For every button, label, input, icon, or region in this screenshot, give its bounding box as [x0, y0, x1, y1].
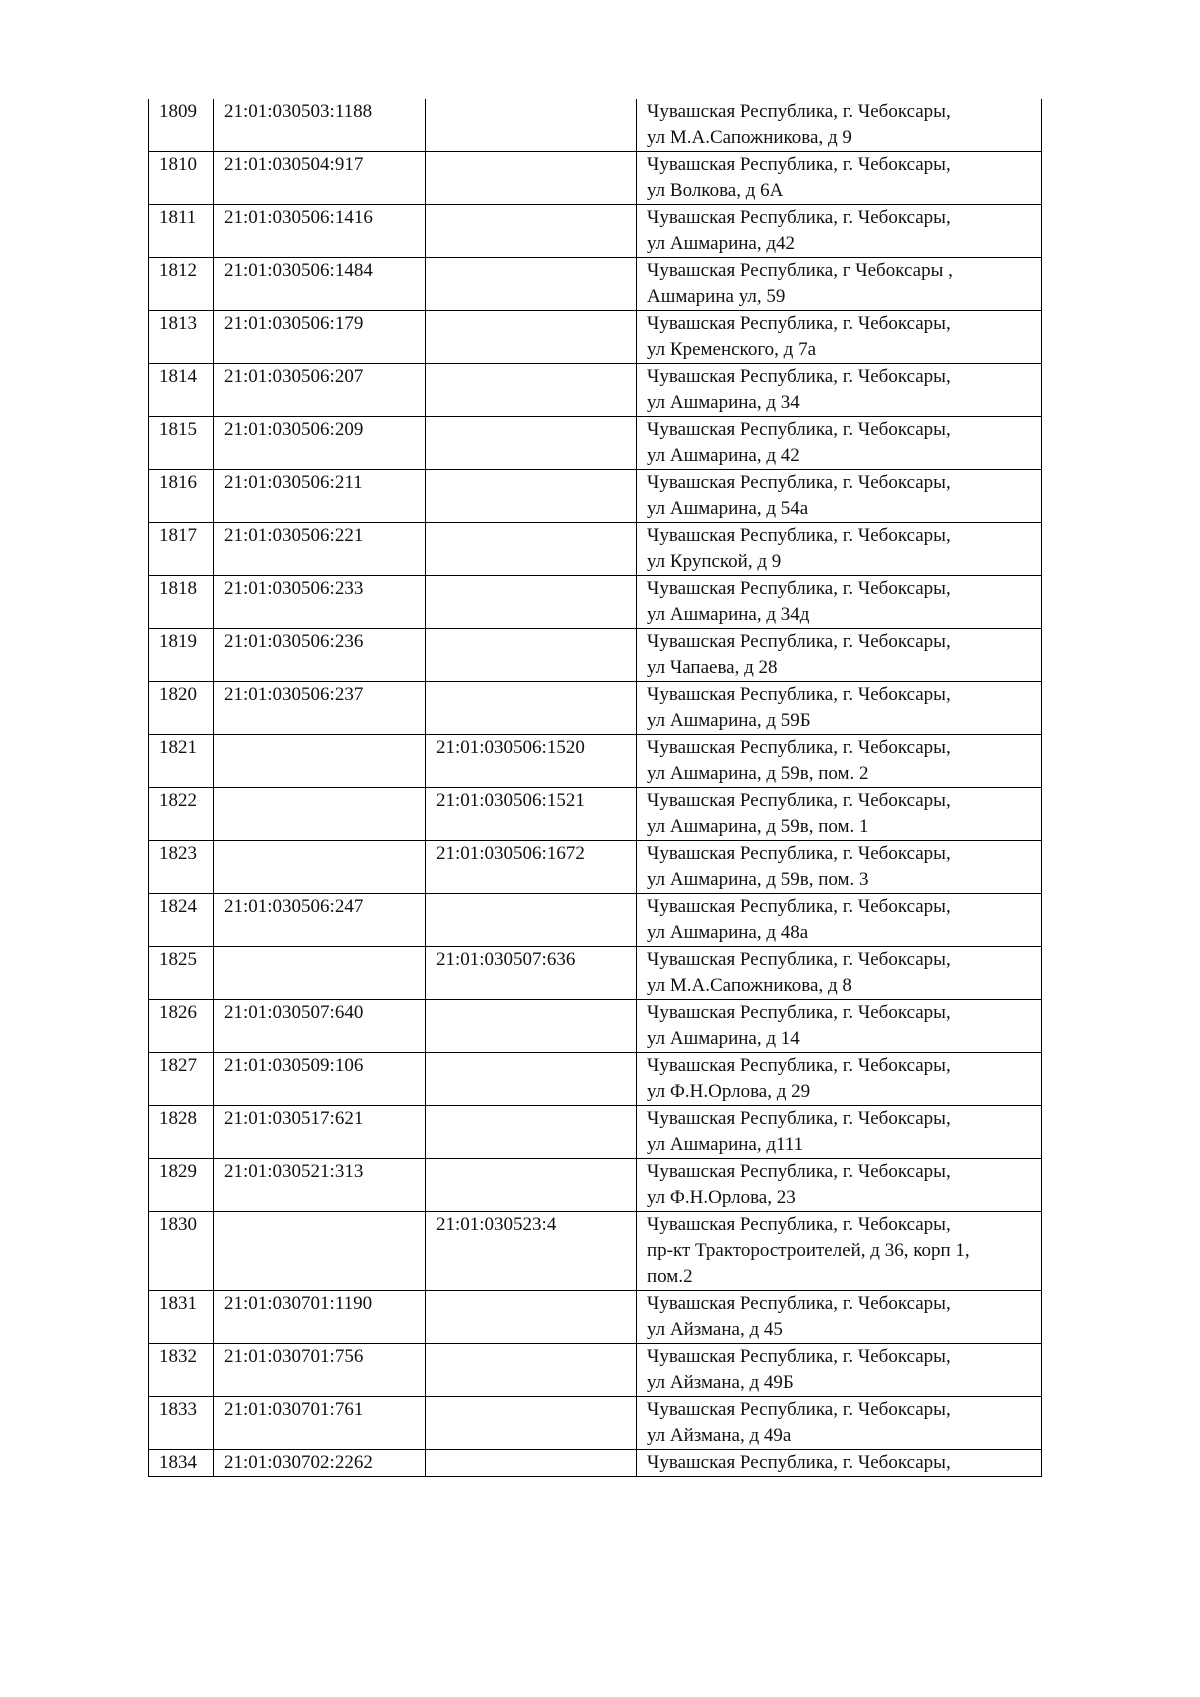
address-cell	[637, 311, 1042, 364]
premises-cadastral-cell	[426, 894, 637, 947]
row-number-cell: 1832	[149, 1344, 214, 1397]
cadastral-number-cell: 21:01:030506:1416	[214, 205, 426, 258]
table-row	[149, 788, 1042, 841]
table-row	[149, 576, 1042, 629]
address-cell	[637, 152, 1042, 205]
table-row	[149, 682, 1042, 735]
address-line: ул Ашмарина, д 34	[647, 392, 800, 413]
table-row	[149, 1159, 1042, 1212]
premises-cadastral-cell	[426, 258, 637, 311]
address-line: ул Ашмарина, д 14	[647, 1028, 800, 1049]
address-cell	[637, 894, 1042, 947]
row-number-cell: 1809	[149, 99, 214, 152]
address-cell	[637, 735, 1042, 788]
address-line: Чувашская Республика, г. Чебоксары,	[647, 737, 951, 758]
premises-cadastral-cell	[426, 1159, 637, 1212]
address-line: Чувашская Республика, г. Чебоксары,	[647, 684, 951, 705]
cadastral-number-cell: 21:01:030506:207	[214, 364, 426, 417]
address-line: ул Айзмана, д 49а	[647, 1425, 792, 1446]
premises-cadastral-cell	[426, 523, 637, 576]
table-row	[149, 1106, 1042, 1159]
cadastral-number-cell: 21:01:030506:233	[214, 576, 426, 629]
premises-cadastral-cell	[426, 1291, 637, 1344]
address-line: Чувашская Республика, г. Чебоксары,	[647, 1399, 951, 1420]
premises-cadastral-cell: 21:01:030523:4	[426, 1212, 637, 1291]
premises-cadastral-cell	[426, 1000, 637, 1053]
address-cell	[637, 205, 1042, 258]
premises-cadastral-cell	[426, 99, 637, 152]
table-row	[149, 1212, 1042, 1291]
premises-cadastral-cell	[426, 417, 637, 470]
cadastral-number-cell	[214, 841, 426, 894]
premises-cadastral-cell	[426, 152, 637, 205]
address-line: Чувашская Республика, г. Чебоксары,	[647, 313, 951, 334]
address-line: Чувашская Республика, г. Чебоксары,	[647, 101, 951, 122]
row-number-cell: 1825	[149, 947, 214, 1000]
address-cell	[637, 1291, 1042, 1344]
address-line: ул Ашмарина, д42	[647, 233, 796, 254]
premises-cadastral-cell	[426, 1344, 637, 1397]
address-line: Чувашская Республика, г. Чебоксары,	[647, 419, 951, 440]
row-number-cell: 1827	[149, 1053, 214, 1106]
address-line: Чувашская Республика, г Чебоксары ,	[647, 260, 953, 281]
row-number-cell: 1833	[149, 1397, 214, 1450]
address-cell	[637, 417, 1042, 470]
address-line: Чувашская Республика, г. Чебоксары,	[647, 790, 951, 811]
address-line: Чувашская Республика, г. Чебоксары,	[647, 949, 951, 970]
address-cell	[637, 1106, 1042, 1159]
table-body	[149, 99, 1042, 1477]
table-row	[149, 364, 1042, 417]
address-line: ул Айзмана, д 45	[647, 1319, 783, 1340]
cadastral-number-cell: 21:01:030517:621	[214, 1106, 426, 1159]
cadastral-number-cell: 21:01:030521:313	[214, 1159, 426, 1212]
address-cell	[637, 629, 1042, 682]
address-line: ул Чапаева, д 28	[647, 657, 778, 678]
row-number-cell: 1819	[149, 629, 214, 682]
address-line: Чувашская Республика, г. Чебоксары,	[647, 1161, 951, 1182]
address-line: Чувашская Республика, г. Чебоксары,	[647, 1452, 951, 1473]
cadastral-number-cell: 21:01:030506:221	[214, 523, 426, 576]
row-number-cell: 1812	[149, 258, 214, 311]
table-row	[149, 470, 1042, 523]
table-row	[149, 258, 1042, 311]
row-number-cell: 1816	[149, 470, 214, 523]
address-cell	[637, 1053, 1042, 1106]
cadastral-number-cell: 21:01:030506:237	[214, 682, 426, 735]
row-number-cell: 1822	[149, 788, 214, 841]
table-row	[149, 311, 1042, 364]
address-cell	[637, 523, 1042, 576]
row-number-cell: 1834	[149, 1450, 214, 1477]
cadastral-number-cell: 21:01:030504:917	[214, 152, 426, 205]
row-number-cell: 1814	[149, 364, 214, 417]
address-line: ул Ашмарина, д 42	[647, 445, 800, 466]
premises-cadastral-cell	[426, 1397, 637, 1450]
cadastral-number-cell: 21:01:030702:2262	[214, 1450, 426, 1477]
table-row	[149, 1397, 1042, 1450]
address-line: ул Айзмана, д 49Б	[647, 1372, 794, 1393]
table-row	[149, 1344, 1042, 1397]
table-row	[149, 99, 1042, 152]
row-number-cell: 1820	[149, 682, 214, 735]
address-line: Чувашская Республика, г. Чебоксары,	[647, 1108, 951, 1129]
premises-cadastral-cell	[426, 311, 637, 364]
row-number-cell: 1823	[149, 841, 214, 894]
address-line: Чувашская Республика, г. Чебоксары,	[647, 1293, 951, 1314]
premises-cadastral-cell: 21:01:030507:636	[426, 947, 637, 1000]
table-row	[149, 947, 1042, 1000]
table-row	[149, 894, 1042, 947]
premises-cadastral-cell	[426, 682, 637, 735]
row-number-cell: 1811	[149, 205, 214, 258]
address-cell	[637, 841, 1042, 894]
row-number-cell: 1831	[149, 1291, 214, 1344]
premises-cadastral-cell: 21:01:030506:1521	[426, 788, 637, 841]
cadastral-number-cell: 21:01:030506:179	[214, 311, 426, 364]
address-line: Чувашская Республика, г. Чебоксары,	[647, 631, 951, 652]
cadastral-number-cell: 21:01:030506:211	[214, 470, 426, 523]
address-line: Чувашская Республика, г. Чебоксары,	[647, 578, 951, 599]
cadastral-number-cell: 21:01:030506:209	[214, 417, 426, 470]
table-row	[149, 205, 1042, 258]
table-row	[149, 152, 1042, 205]
address-cell	[637, 470, 1042, 523]
address-line: ул Ашмарина, д 34д	[647, 604, 810, 625]
address-cell	[637, 1344, 1042, 1397]
row-number-cell: 1818	[149, 576, 214, 629]
premises-cadastral-cell	[426, 1106, 637, 1159]
premises-cadastral-cell: 21:01:030506:1672	[426, 841, 637, 894]
address-line: ул Ашмарина, д 54а	[647, 498, 809, 519]
row-number-cell: 1815	[149, 417, 214, 470]
address-line: Чувашская Республика, г. Чебоксары,	[647, 366, 951, 387]
table-row	[149, 841, 1042, 894]
address-cell	[637, 258, 1042, 311]
address-line: Чувашская Республика, г. Чебоксары,	[647, 1002, 951, 1023]
address-line: Чувашская Республика, г. Чебоксары,	[647, 154, 951, 175]
table-row	[149, 1291, 1042, 1344]
address-line: Чувашская Республика, г. Чебоксары,	[647, 843, 951, 864]
cadastral-number-cell: 21:01:030503:1188	[214, 99, 426, 152]
address-line: ул Ашмарина, д 59в, пом. 3	[647, 869, 869, 890]
address-line: ул Ашмарина, д 59в, пом. 2	[647, 763, 869, 784]
row-number-cell: 1821	[149, 735, 214, 788]
address-line: ул Ашмарина, д 59в, пом. 1	[647, 816, 869, 837]
address-line: ул Ашмарина, д 59Б	[647, 710, 811, 731]
address-line: Чувашская Республика, г. Чебоксары,	[647, 1346, 951, 1367]
cadastral-number-cell: 21:01:030506:236	[214, 629, 426, 682]
cadastral-number-cell: 21:01:030701:761	[214, 1397, 426, 1450]
row-number-cell: 1810	[149, 152, 214, 205]
premises-cadastral-cell	[426, 364, 637, 417]
cadastral-number-cell	[214, 788, 426, 841]
address-cell	[637, 576, 1042, 629]
row-number-cell: 1829	[149, 1159, 214, 1212]
row-number-cell: 1826	[149, 1000, 214, 1053]
address-line: ул Ф.Н.Орлова, 23	[647, 1187, 796, 1208]
premises-cadastral-cell	[426, 1053, 637, 1106]
premises-cadastral-cell: 21:01:030506:1520	[426, 735, 637, 788]
address-cell	[637, 788, 1042, 841]
table-row	[149, 523, 1042, 576]
address-line: ул Волкова, д 6А	[647, 180, 784, 201]
address-line: Чувашская Республика, г. Чебоксары,	[647, 896, 951, 917]
address-line: Ашмарина ул, 59	[647, 286, 786, 307]
cadastral-number-cell: 21:01:030507:640	[214, 1000, 426, 1053]
address-cell	[637, 1212, 1042, 1291]
table-row	[149, 1000, 1042, 1053]
address-cell	[637, 1397, 1042, 1450]
cadastral-number-cell: 21:01:030701:1190	[214, 1291, 426, 1344]
premises-cadastral-cell	[426, 576, 637, 629]
table-row	[149, 735, 1042, 788]
row-number-cell: 1830	[149, 1212, 214, 1291]
cadastral-number-cell	[214, 1212, 426, 1291]
premises-cadastral-cell	[426, 205, 637, 258]
address-line: ул М.А.Сапожникова, д 9	[647, 127, 852, 148]
table-row	[149, 1450, 1042, 1477]
address-line: пом.2	[647, 1266, 693, 1287]
table-row	[149, 629, 1042, 682]
address-line: Чувашская Республика, г. Чебоксары,	[647, 472, 951, 493]
address-line: Чувашская Республика, г. Чебоксары,	[647, 207, 951, 228]
premises-cadastral-cell	[426, 629, 637, 682]
address-cell	[637, 364, 1042, 417]
address-line: ул Ф.Н.Орлова, д 29	[647, 1081, 811, 1102]
address-cell	[637, 99, 1042, 152]
cadastral-number-cell: 21:01:030506:1484	[214, 258, 426, 311]
table-row	[149, 1053, 1042, 1106]
address-line: ул М.А.Сапожникова, д 8	[647, 975, 852, 996]
premises-cadastral-cell	[426, 1450, 637, 1477]
cadastral-number-cell: 21:01:030509:106	[214, 1053, 426, 1106]
address-line: Чувашская Республика, г. Чебоксары,	[647, 1055, 951, 1076]
cadastral-number-cell: 21:01:030506:247	[214, 894, 426, 947]
address-cell	[637, 682, 1042, 735]
address-cell	[637, 947, 1042, 1000]
address-line: ул Ашмарина, д 48а	[647, 922, 809, 943]
premises-cadastral-cell	[426, 470, 637, 523]
address-line: ул Ашмарина, д111	[647, 1134, 804, 1155]
table-row	[149, 417, 1042, 470]
cadastral-number-cell	[214, 735, 426, 788]
row-number-cell: 1828	[149, 1106, 214, 1159]
address-line: пр-кт Тракторостроителей, д 36, корп 1,	[647, 1240, 970, 1261]
address-line: ул Крупской, д 9	[647, 551, 782, 572]
address-cell	[637, 1000, 1042, 1053]
address-line: Чувашская Республика, г. Чебоксары,	[647, 525, 951, 546]
row-number-cell: 1817	[149, 523, 214, 576]
address-cell	[637, 1159, 1042, 1212]
property-table	[148, 99, 1042, 1477]
address-cell	[637, 1450, 1042, 1477]
cadastral-number-cell: 21:01:030701:756	[214, 1344, 426, 1397]
address-line: Чувашская Республика, г. Чебоксары,	[647, 1214, 951, 1235]
address-line: ул Кременского, д 7а	[647, 339, 816, 360]
row-number-cell: 1824	[149, 894, 214, 947]
row-number-cell: 1813	[149, 311, 214, 364]
cadastral-number-cell	[214, 947, 426, 1000]
